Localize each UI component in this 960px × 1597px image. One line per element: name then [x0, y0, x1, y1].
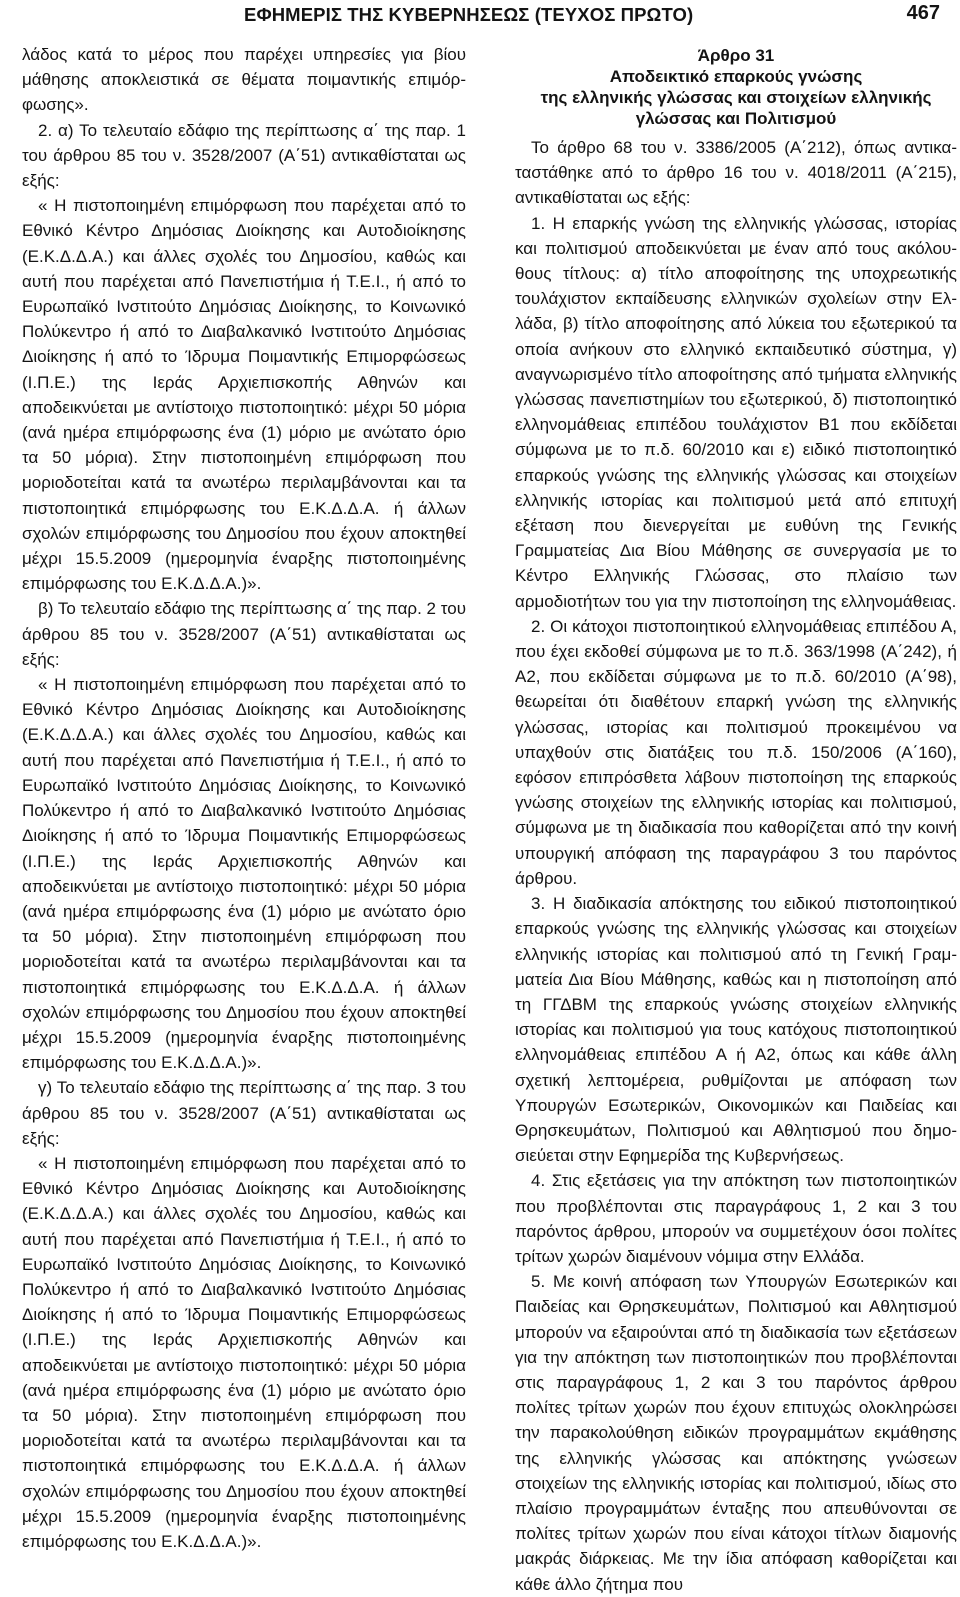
- paragraph: 2. Οι κάτοχοι πιστοποιητικού ελληνομάθειας επιπέδου Α, που έχει εκδοθεί σύμφωνα με το π.δ. 363/1998 (Α΄242), ή Α2, που εκδίδεται σύμφωνα με το π.δ. 60/2010 (Α΄98), θεωρείται ότι διαθέτουν επαρκή γνώση της ελληνικής γλώσσας, ιστορίας και πολιτισμού προκειμένου να υπαχθούν στις διατάξεις του π.δ. 150/2006 (Α΄160), εφόσον επιπρόσθετα λάβουν πιστοποίηση της επαρκούς γνώσης στοιχείων της ελληνικής ιστορίας και πολιτισμού, σύμφωνα με τη διαδικασία που καθορίζεται από την κοινή υπουργική απόφαση της παραγράφου 3 του παρόντος άρθρου.: [515, 616, 957, 888]
- article-number: Άρθρο 31: [697, 46, 775, 65]
- paragraph: 4. Στις εξετάσεις για την απόκτηση των πιστοποιητικών που προβλέπονται στις παραγράφους 1, 2 και 3 του παρόντος άρθρου, μπορούν να συμμετέχουν όσοι πολίτες τρίτων χωρών διαμένουν νόμιμα στην Ελλάδα.: [515, 1171, 957, 1266]
- paragraph: β) Το τελευταίο εδάφιο της περίπτωσης α΄ της παρ. 2 του άρθρου 85 του ν. 3528/2007 (Α΄51) αντικαθίσταται ως εξής:: [22, 599, 466, 669]
- article-heading: [515, 45, 957, 129]
- paragraph: « Η πιστοποιημένη επιμόρφωση που παρέχεται από το Εθνικό Κέντρο Δημόσιας Διοίκησης και Αυτοδιοίκησης (Ε.Κ.Δ.Δ.Α.) και άλλες σχολές του Δημοσίου, καθώς και αυτή που παρέχεται από Πανεπιστήμια ή Τ.Ε.Ι., ή από το Ευρωπαϊκό Ινστιτούτο Δημόσιας Διοίκησης, το Κοινωνικό Πολύκεντρο ή από το Διαβαλκανικό Ινστιτούτο Δημόσιας Διοίκησης ή από το Ίδρυμα Ποιμαντικής Επιμορφώσεως (Ι.Π.Ε.) της Ιεράς Αρχιεπισκοπής Αθηνών και αποδεικνύεται με αντίστοιχο πιστοποιητικό: μέχρι 50 μόρια (ανά ημέρα επιμόρφωσης ένα (1) μόριο με ανώτατο όριο τα 50 μόρια). Στην πιστοποιημένη επιμόρφωση που μοριοδοτείται κατά τα ανωτέρω περιλαμβάνονται και τα πιστοποιητικά επιμόρφωσης του Ε.Κ.Δ.Δ.Α. ή άλλων σχολών επιμόρφωσης του Δημοσίου που έχουν αποκτηθεί μέχρι 15.5.2009 (ημερομηνία έναρξης πιστοποιημένης επιμόρφωσης του Ε.Κ.Δ.Δ.Α.)».: [22, 196, 466, 594]
- article-title-line: Αποδεικτικό επαρκούς γνώσης: [609, 67, 863, 86]
- paragraph: « Η πιστοποιημένη επιμόρφωση που παρέχεται από το Εθνικό Κέντρο Δημόσιας Διοίκησης και Αυτοδιοίκησης (Ε.Κ.Δ.Δ.Α.) και άλλες σχολές του Δημοσίου, καθώς και αυτή που παρέχεται από Πανεπιστήμια ή Τ.Ε.Ι., ή από το Ευρωπαϊκό Ινστιτούτο Δημόσιας Διοίκησης, το Κοινωνικό Πολύκεντρο ή από το Διαβαλκανικό Ινστιτούτο Δημόσιας Διοίκησης ή από το Ίδρυμα Ποιμαντικής Επιμορφώσεως (Ι.Π.Ε.) της Ιεράς Αρχιεπισκοπής Αθηνών και αποδεικνύεται με αντίστοιχο πιστοποιητικό: μέχρι 50 μόρια (ανά ημέρα επιμόρφωσης ένα (1) μόριο με ανώτατο όριο τα 50 μόρια). Στην πιστοποιημένη επιμόρφωση που μοριοδοτείται κατά τα ανωτέρω περιλαμβάνονται και τα πιστοποιητικά επιμόρφωσης του Ε.Κ.Δ.Δ.Α. ή άλλων σχολών επιμόρφωσης του Δημοσίου που έχουν αποκτηθεί μέχρι 15.5.2009 (ημερομηνία έναρξης πιστοποιημένης επιμόρφωσης του Ε.Κ.Δ.Δ.Α.)».: [22, 675, 466, 1073]
- left-column: [22, 42, 466, 1554]
- paragraph: 2. α) Το τελευταίο εδάφιο της περίπτωσης α΄ της παρ. 1 του άρθρου 85 του ν. 3528/2007 (Α΄51) αντικαθίσταται ως εξής:: [22, 120, 466, 191]
- article-title-line: της ελληνικής γλώσσας και στοιχείων ελληνικής: [540, 88, 932, 107]
- page-number: 467: [906, 2, 940, 24]
- paragraph: 3. Η διαδικασία απόκτησης του ειδικού πιστοποιητικού επαρκούς γνώσης της ελληνικής γλώσσας και στοιχείων ελληνικής ιστορίας και πολιτισμού από τη Γενική Γραμματεία Δια Βίου Μάθησης, καθώς και η πιστοποίηση από τη ΓΓΔΒΜ της επαρκούς γνώσης στοιχείων ελληνικής ιστορίας και πολιτισμού για τους κατόχους πιστοποιητικού ελληνομάθειας επιπέδου Α ή Α2, όπως και κάθε άλλη σχετική λεπτομέρεια, ρυθμίζονται με απόφαση των Υπουργών Εσωτερικών, Οικονομικών και Παιδείας και Θρησκευμάτων, Πολιτισμού και Αθλητισμού που δημοσιεύεται στην Εφημερίδα της Κυβερνήσεως.: [515, 894, 957, 1166]
- paragraph: γ) Το τελευταίο εδάφιο της περίπτωσης α΄ της παρ. 3 του άρθρου 85 του ν. 3528/2007 (Α΄51) αντικαθίσταται ως εξής:: [22, 1078, 466, 1148]
- page-header: [22, 0, 940, 30]
- gazette-title: ΕΦΗΜΕΡΙΣ ΤΗΣ ΚΥΒΕΡΝΗΣΕΩΣ (ΤΕΥΧΟΣ ΠΡΩΤΟ): [244, 4, 694, 25]
- paragraph: Το άρθρο 68 του ν. 3386/2005 (Α΄212), όπως αντικαταστάθηκε από το άρθρο 16 του ν. 4018/2011 (Α΄215), αντικαθίσταται ως εξής:: [515, 138, 957, 208]
- paragraph: λάδος κατά το μέρος που παρέχει υπηρεσίες για βίου μάθησης αποκλειστικά σε θέματα ποιμαντικής επιμόρφωσης».: [22, 45, 466, 115]
- paragraph: « Η πιστοποιημένη επιμόρφωση που παρέχεται από το Εθνικό Κέντρο Δημόσιας Διοίκησης και Αυτοδιοίκησης (Ε.Κ.Δ.Δ.Α.) και άλλες σχολές του Δημοσίου, καθώς και αυτή που παρέχεται από Πανεπιστήμια ή Τ.Ε.Ι., ή από το Ευρωπαϊκό Ινστιτούτο Δημόσιας Διοίκησης, το Κοινωνικό Πολύκεντρο ή από το Διαβαλκανικό Ινστιτούτο Δημόσιας Διοίκησης ή από το Ίδρυμα Ποιμαντικής Επιμορφώσεως (Ι.Π.Ε.) της Ιεράς Αρχιεπισκοπής Αθηνών και αποδεικνύεται με αντίστοιχο πιστοποιητικό: μέχρι 50 μόρια (ανά ημέρα επιμόρφωσης ένα (1) μόριο με ανώτατο όριο τα 50 μόρια). Στην πιστοποιημένη επιμόρφωση που μοριοδοτείται κατά τα ανωτέρω περιλαμβάνονται και τα πιστοποιητικά επιμόρφωσης του Ε.Κ.Δ.Δ.Α. ή άλλων σχολών επιμόρφωσης του Δημοσίου που έχουν αποκτηθεί μέχρι 15.5.2009 (ημερομηνία έναρξης πιστοποιημένης επιμόρφωσης του Ε.Κ.Δ.Δ.Α.)».: [22, 1153, 466, 1551]
- paragraph: 5. Με κοινή απόφαση των Υπουργών Εσωτερικών και Παιδείας και Θρησκευμάτων, Πολιτισμού και Αθλητισμού μπορούν να εξαιρούνται από τη διαδικασία των εξετάσεων για την απόκτηση των πιστοποιητικών που προβλέπονται στις παραγράφους 1, 2 και 3 του παρόντος άρθρου πολίτες τρίτων χωρών που έχουν επιτυχώς ολοκληρώσει την παρακολούθηση ειδικών προγραμμάτων εκμάθησης της ελληνικής γλώσσας και απόκτησης γνώσεων στοιχείων της ελληνικής ιστορίας και πολιτισμού, ιδίως στο πλαίσιο προγραμμάτων ένταξης που απευθύνονται σε πολίτες τρίτων χωρών που είναι κάτοχοι τίτλων διαμονής μακράς διάρκειας. Με την ίδια απόφαση καθορίζεται και κάθε άλλο ζήτημα που: [515, 1272, 957, 1594]
- paragraph: 1. Η επαρκής γνώση της ελληνικής γλώσσας, ιστορίας και πολιτισμού αποδεικνύεται με έναν από τους ακόλουθους τίτλους: α) τίτλο αποφοίτησης της υποχρεωτικής τουλάχιστον εκπαίδευσης ελληνικών σχολείων στην Ελλάδα, β) τίτλο αποφοίτησης από λύκεια του εξωτερικού τα οποία ανήκουν στο ελληνικό εκπαιδευτικό σύστημα, γ) αναγνωρισμένο τίτλο αποφοίτησης από τμήματα ελληνικής γλώσσας πανεπιστημίων του εξωτερικού, δ) πιστοποιητικό ελληνομάθειας επιπέδου τουλάχιστον Β1 που εκδίδεται σύμφωνα με το π.δ. 60/2010 και ε) ειδικό πιστοποιητικό επαρκούς γνώσης της ελληνικής γλώσσας και στοιχείων ελληνικής ιστορίας και πολιτισμού μετά από επιτυχή εξέταση που διενεργείται με ευθύνη της Γενικής Γραμματείας Δια Βίου Μάθησης σε συνεργασία με το Κέντρο Ελληνικής Γλώσσας, στο πλαίσιο των αρμοδιοτήτων του για την πιστοποίηση της ελληνομάθειας.: [515, 213, 957, 611]
- article-title-line: γλώσσας και Πολιτισμού: [635, 109, 837, 128]
- right-column: [515, 42, 957, 1597]
